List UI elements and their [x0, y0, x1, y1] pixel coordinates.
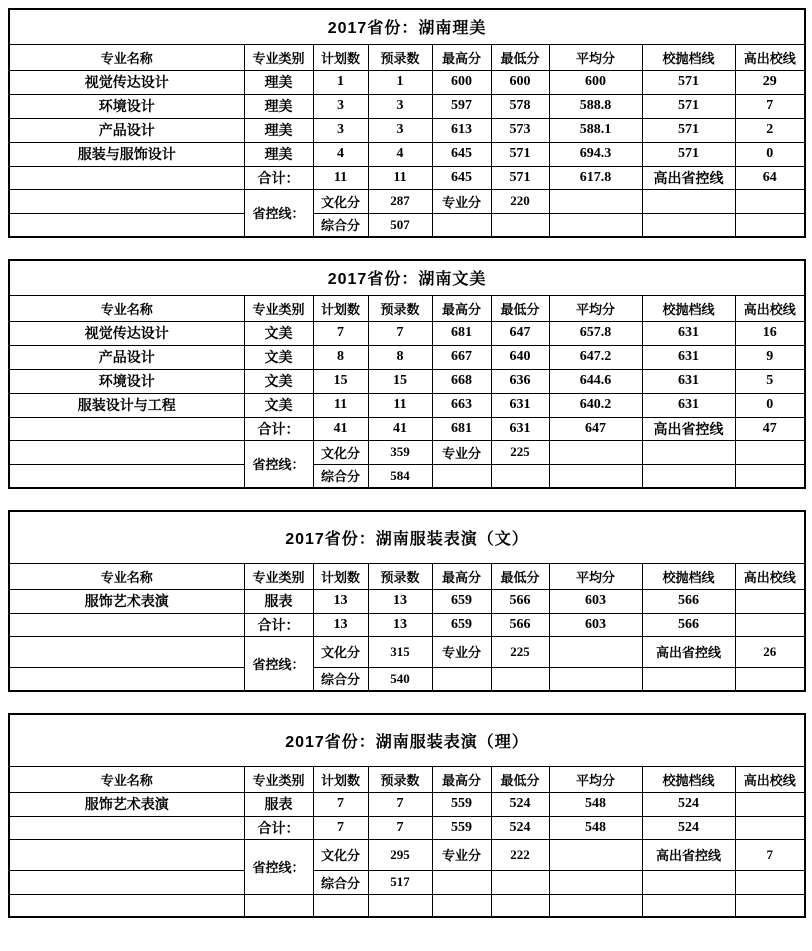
table-row	[9, 321, 805, 345]
value-cell: 47	[735, 417, 805, 440]
table-row	[9, 118, 805, 142]
major-name-cell: 服饰艺术表演	[9, 589, 244, 613]
empty-cell	[9, 464, 244, 488]
value-cell: 225	[491, 440, 549, 464]
value-cell: 548	[549, 816, 642, 839]
empty-cell	[735, 213, 805, 237]
province-control-line-row	[9, 189, 805, 213]
major-name-cell: 服装与服饰设计	[9, 142, 244, 166]
empty-cell	[313, 894, 368, 917]
major-name-cell: 产品设计	[9, 345, 244, 369]
value-cell: 657.8	[549, 321, 642, 345]
value-cell: 507	[368, 213, 432, 237]
empty-cell	[9, 894, 244, 917]
value-cell: 640	[491, 345, 549, 369]
value-cell: 571	[642, 94, 735, 118]
column-header: 计划数	[313, 766, 368, 792]
score-table	[8, 259, 806, 489]
empty-cell	[549, 213, 642, 237]
empty-cell	[735, 613, 805, 636]
score-type-cell: 综合分	[313, 870, 368, 894]
total-label-cell: 合计：	[244, 166, 313, 189]
empty-cell	[549, 440, 642, 464]
column-header: 最低分	[491, 295, 549, 321]
value-cell: 295	[368, 839, 432, 870]
value-cell: 7	[368, 321, 432, 345]
empty-cell	[735, 189, 805, 213]
label-cell: 理美	[244, 118, 313, 142]
value-cell: 3	[368, 118, 432, 142]
empty-row	[9, 894, 805, 917]
empty-cell	[9, 667, 244, 691]
value-cell: 645	[432, 166, 491, 189]
value-cell: 0	[735, 393, 805, 417]
value-cell: 631	[642, 345, 735, 369]
value-cell: 7	[313, 321, 368, 345]
table-row	[9, 94, 805, 118]
value-cell: 11	[368, 393, 432, 417]
value-cell: 3	[368, 94, 432, 118]
value-cell: 647	[549, 417, 642, 440]
label-cell: 文美	[244, 393, 313, 417]
empty-cell	[491, 464, 549, 488]
score-type-cell: 专业分	[432, 636, 491, 667]
province-control-line-label-cell: 省控线：	[244, 189, 313, 237]
column-header: 专业名称	[9, 44, 244, 70]
column-header: 最低分	[491, 44, 549, 70]
score-type-cell: 高出省控线	[642, 839, 735, 870]
value-cell: 600	[491, 70, 549, 94]
table-title: 2017省份：湖南文美	[9, 260, 805, 295]
value-cell: 559	[432, 792, 491, 816]
empty-cell	[735, 870, 805, 894]
major-name-cell: 环境设计	[9, 94, 244, 118]
score-type-cell: 文化分	[313, 189, 368, 213]
label-cell: 文美	[244, 321, 313, 345]
value-cell: 571	[642, 70, 735, 94]
value-cell: 603	[549, 589, 642, 613]
column-header: 计划数	[313, 563, 368, 589]
empty-cell	[9, 417, 244, 440]
empty-cell	[9, 870, 244, 894]
total-row	[9, 417, 805, 440]
value-cell: 631	[642, 321, 735, 345]
value-cell: 647	[491, 321, 549, 345]
empty-cell	[549, 636, 642, 667]
column-header: 专业类别	[244, 766, 313, 792]
value-cell: 631	[491, 393, 549, 417]
table-row	[9, 792, 805, 816]
value-cell: 64	[735, 166, 805, 189]
empty-cell	[642, 189, 735, 213]
score-table	[8, 8, 806, 238]
value-cell: 524	[491, 816, 549, 839]
empty-cell	[549, 870, 642, 894]
empty-cell	[642, 870, 735, 894]
province-control-line-row	[9, 636, 805, 667]
column-header: 高出校线	[735, 563, 805, 589]
value-cell: 584	[368, 464, 432, 488]
column-header: 平均分	[549, 563, 642, 589]
empty-cell	[642, 464, 735, 488]
value-cell: 571	[642, 142, 735, 166]
table-header-row	[9, 295, 805, 321]
table-row	[9, 589, 805, 613]
column-header: 计划数	[313, 44, 368, 70]
value-cell: 681	[432, 321, 491, 345]
value-cell: 566	[491, 589, 549, 613]
column-header: 预录数	[368, 563, 432, 589]
value-cell: 597	[432, 94, 491, 118]
value-cell: 9	[735, 345, 805, 369]
column-header: 最高分	[432, 44, 491, 70]
value-cell: 617.8	[549, 166, 642, 189]
value-cell: 681	[432, 417, 491, 440]
value-cell: 7	[368, 792, 432, 816]
major-name-cell: 视觉传达设计	[9, 70, 244, 94]
value-cell: 659	[432, 613, 491, 636]
empty-cell	[9, 166, 244, 189]
table-title-row	[9, 260, 805, 295]
value-cell: 631	[642, 393, 735, 417]
value-cell: 11	[313, 166, 368, 189]
province-control-line-row	[9, 839, 805, 870]
value-cell: 7	[313, 816, 368, 839]
column-header: 平均分	[549, 766, 642, 792]
score-type-cell: 文化分	[313, 440, 368, 464]
value-cell: 524	[491, 792, 549, 816]
value-cell: 588.1	[549, 118, 642, 142]
value-cell: 659	[432, 589, 491, 613]
table-row	[9, 345, 805, 369]
value-cell: 636	[491, 369, 549, 393]
empty-cell	[549, 189, 642, 213]
score-type-cell: 专业分	[432, 839, 491, 870]
empty-cell	[735, 894, 805, 917]
value-cell: 600	[549, 70, 642, 94]
empty-cell	[244, 894, 313, 917]
empty-cell	[642, 894, 735, 917]
value-cell: 548	[549, 792, 642, 816]
empty-cell	[549, 894, 642, 917]
column-header: 最高分	[432, 563, 491, 589]
column-header: 最低分	[491, 766, 549, 792]
table-header-row	[9, 766, 805, 792]
column-header: 校抛档线	[642, 563, 735, 589]
value-cell: 668	[432, 369, 491, 393]
empty-cell	[549, 464, 642, 488]
score-type-cell: 高出省控线	[642, 636, 735, 667]
value-cell: 29	[735, 70, 805, 94]
value-cell: 588.8	[549, 94, 642, 118]
column-header: 高出校线	[735, 295, 805, 321]
empty-cell	[432, 667, 491, 691]
empty-cell	[735, 440, 805, 464]
label-cell: 服表	[244, 589, 313, 613]
empty-cell	[549, 667, 642, 691]
label-cell: 理美	[244, 142, 313, 166]
value-cell: 7	[735, 839, 805, 870]
major-name-cell: 服装设计与工程	[9, 393, 244, 417]
column-header: 校抛档线	[642, 44, 735, 70]
empty-cell	[642, 667, 735, 691]
value-cell: 220	[491, 189, 549, 213]
value-cell: 600	[432, 70, 491, 94]
value-cell: 15	[368, 369, 432, 393]
value-cell: 287	[368, 189, 432, 213]
province-control-line-row	[9, 667, 805, 691]
table-title-row	[9, 714, 805, 766]
table-title-row	[9, 9, 805, 44]
score-type-cell: 专业分	[432, 440, 491, 464]
empty-cell	[491, 213, 549, 237]
score-table	[8, 510, 806, 692]
column-header: 最高分	[432, 766, 491, 792]
value-cell: 13	[313, 589, 368, 613]
empty-cell	[735, 589, 805, 613]
label-cell: 文美	[244, 345, 313, 369]
major-name-cell: 服饰艺术表演	[9, 792, 244, 816]
table-row	[9, 142, 805, 166]
table-title: 2017省份：湖南理美	[9, 9, 805, 44]
table-title: 2017省份：湖南服装表演（理）	[9, 714, 805, 766]
value-cell: 11	[368, 166, 432, 189]
empty-cell	[735, 816, 805, 839]
province-control-line-label-cell: 省控线：	[244, 636, 313, 691]
value-cell: 647.2	[549, 345, 642, 369]
total-label-cell: 合计：	[244, 417, 313, 440]
column-header: 最低分	[491, 563, 549, 589]
column-header: 专业名称	[9, 295, 244, 321]
label-cell: 理美	[244, 94, 313, 118]
value-cell: 225	[491, 636, 549, 667]
value-cell: 16	[735, 321, 805, 345]
major-name-cell: 产品设计	[9, 118, 244, 142]
value-cell: 315	[368, 636, 432, 667]
value-cell: 573	[491, 118, 549, 142]
province-control-line-label-cell: 省控线：	[244, 440, 313, 488]
label-cell: 文美	[244, 369, 313, 393]
value-cell: 631	[642, 369, 735, 393]
label-cell: 高出省控线	[642, 166, 735, 189]
empty-cell	[491, 870, 549, 894]
empty-cell	[9, 189, 244, 213]
label-cell: 服表	[244, 792, 313, 816]
province-control-line-row	[9, 464, 805, 488]
value-cell: 571	[491, 142, 549, 166]
table-row	[9, 369, 805, 393]
table-header-row	[9, 563, 805, 589]
total-row	[9, 816, 805, 839]
value-cell: 2	[735, 118, 805, 142]
value-cell: 8	[368, 345, 432, 369]
total-row	[9, 613, 805, 636]
value-cell: 644.6	[549, 369, 642, 393]
total-label-cell: 合计：	[244, 816, 313, 839]
value-cell: 41	[313, 417, 368, 440]
value-cell: 359	[368, 440, 432, 464]
column-header: 高出校线	[735, 766, 805, 792]
value-cell: 663	[432, 393, 491, 417]
column-header: 专业类别	[244, 44, 313, 70]
table-title: 2017省份：湖南服装表演（文）	[9, 511, 805, 563]
value-cell: 640.2	[549, 393, 642, 417]
column-header: 专业名称	[9, 563, 244, 589]
value-cell: 694.3	[549, 142, 642, 166]
province-control-line-row	[9, 213, 805, 237]
total-row	[9, 166, 805, 189]
province-control-line-row	[9, 440, 805, 464]
empty-cell	[432, 894, 491, 917]
empty-cell	[549, 839, 642, 870]
province-control-line-label-cell: 省控线：	[244, 839, 313, 894]
empty-cell	[735, 792, 805, 816]
value-cell: 5	[735, 369, 805, 393]
value-cell: 524	[642, 792, 735, 816]
empty-cell	[432, 213, 491, 237]
table-header-row	[9, 44, 805, 70]
table-title-row	[9, 511, 805, 563]
empty-cell	[735, 667, 805, 691]
value-cell: 4	[313, 142, 368, 166]
value-cell: 26	[735, 636, 805, 667]
empty-cell	[9, 816, 244, 839]
value-cell: 566	[642, 613, 735, 636]
column-header: 校抛档线	[642, 766, 735, 792]
value-cell: 571	[642, 118, 735, 142]
major-name-cell: 视觉传达设计	[9, 321, 244, 345]
value-cell: 7	[313, 792, 368, 816]
total-label-cell: 合计：	[244, 613, 313, 636]
value-cell: 517	[368, 870, 432, 894]
column-header: 专业名称	[9, 766, 244, 792]
column-header: 最高分	[432, 295, 491, 321]
empty-cell	[432, 464, 491, 488]
column-header: 预录数	[368, 44, 432, 70]
score-type-cell: 综合分	[313, 213, 368, 237]
column-header: 校抛档线	[642, 295, 735, 321]
score-type-cell: 文化分	[313, 839, 368, 870]
empty-cell	[9, 839, 244, 870]
value-cell: 13	[368, 613, 432, 636]
column-header: 专业类别	[244, 563, 313, 589]
column-header: 专业类别	[244, 295, 313, 321]
value-cell: 1	[368, 70, 432, 94]
score-type-cell: 综合分	[313, 667, 368, 691]
value-cell: 13	[368, 589, 432, 613]
empty-cell	[642, 440, 735, 464]
major-name-cell: 环境设计	[9, 369, 244, 393]
value-cell: 524	[642, 816, 735, 839]
value-cell: 11	[313, 393, 368, 417]
empty-cell	[9, 213, 244, 237]
province-control-line-row	[9, 870, 805, 894]
value-cell: 222	[491, 839, 549, 870]
value-cell: 4	[368, 142, 432, 166]
column-header: 平均分	[549, 295, 642, 321]
empty-cell	[9, 440, 244, 464]
value-cell: 603	[549, 613, 642, 636]
value-cell: 13	[313, 613, 368, 636]
score-type-cell: 文化分	[313, 636, 368, 667]
column-header: 预录数	[368, 295, 432, 321]
value-cell: 571	[491, 166, 549, 189]
value-cell: 3	[313, 94, 368, 118]
value-cell: 578	[491, 94, 549, 118]
column-header: 预录数	[368, 766, 432, 792]
value-cell: 566	[491, 613, 549, 636]
empty-cell	[735, 464, 805, 488]
empty-cell	[491, 667, 549, 691]
score-type-cell: 专业分	[432, 189, 491, 213]
score-type-cell: 综合分	[313, 464, 368, 488]
column-header: 计划数	[313, 295, 368, 321]
score-table	[8, 713, 806, 918]
column-header: 平均分	[549, 44, 642, 70]
empty-cell	[491, 894, 549, 917]
label-cell: 理美	[244, 70, 313, 94]
value-cell: 540	[368, 667, 432, 691]
value-cell: 7	[368, 816, 432, 839]
value-cell: 631	[491, 417, 549, 440]
value-cell: 559	[432, 816, 491, 839]
value-cell: 667	[432, 345, 491, 369]
value-cell: 41	[368, 417, 432, 440]
empty-cell	[9, 636, 244, 667]
table-row	[9, 70, 805, 94]
value-cell: 0	[735, 142, 805, 166]
empty-cell	[368, 894, 432, 917]
column-header: 高出校线	[735, 44, 805, 70]
value-cell: 3	[313, 118, 368, 142]
empty-cell	[9, 613, 244, 636]
value-cell: 8	[313, 345, 368, 369]
empty-cell	[642, 213, 735, 237]
value-cell: 613	[432, 118, 491, 142]
table-row	[9, 393, 805, 417]
empty-cell	[432, 870, 491, 894]
value-cell: 7	[735, 94, 805, 118]
value-cell: 15	[313, 369, 368, 393]
value-cell: 1	[313, 70, 368, 94]
label-cell: 高出省控线	[642, 417, 735, 440]
value-cell: 566	[642, 589, 735, 613]
value-cell: 645	[432, 142, 491, 166]
